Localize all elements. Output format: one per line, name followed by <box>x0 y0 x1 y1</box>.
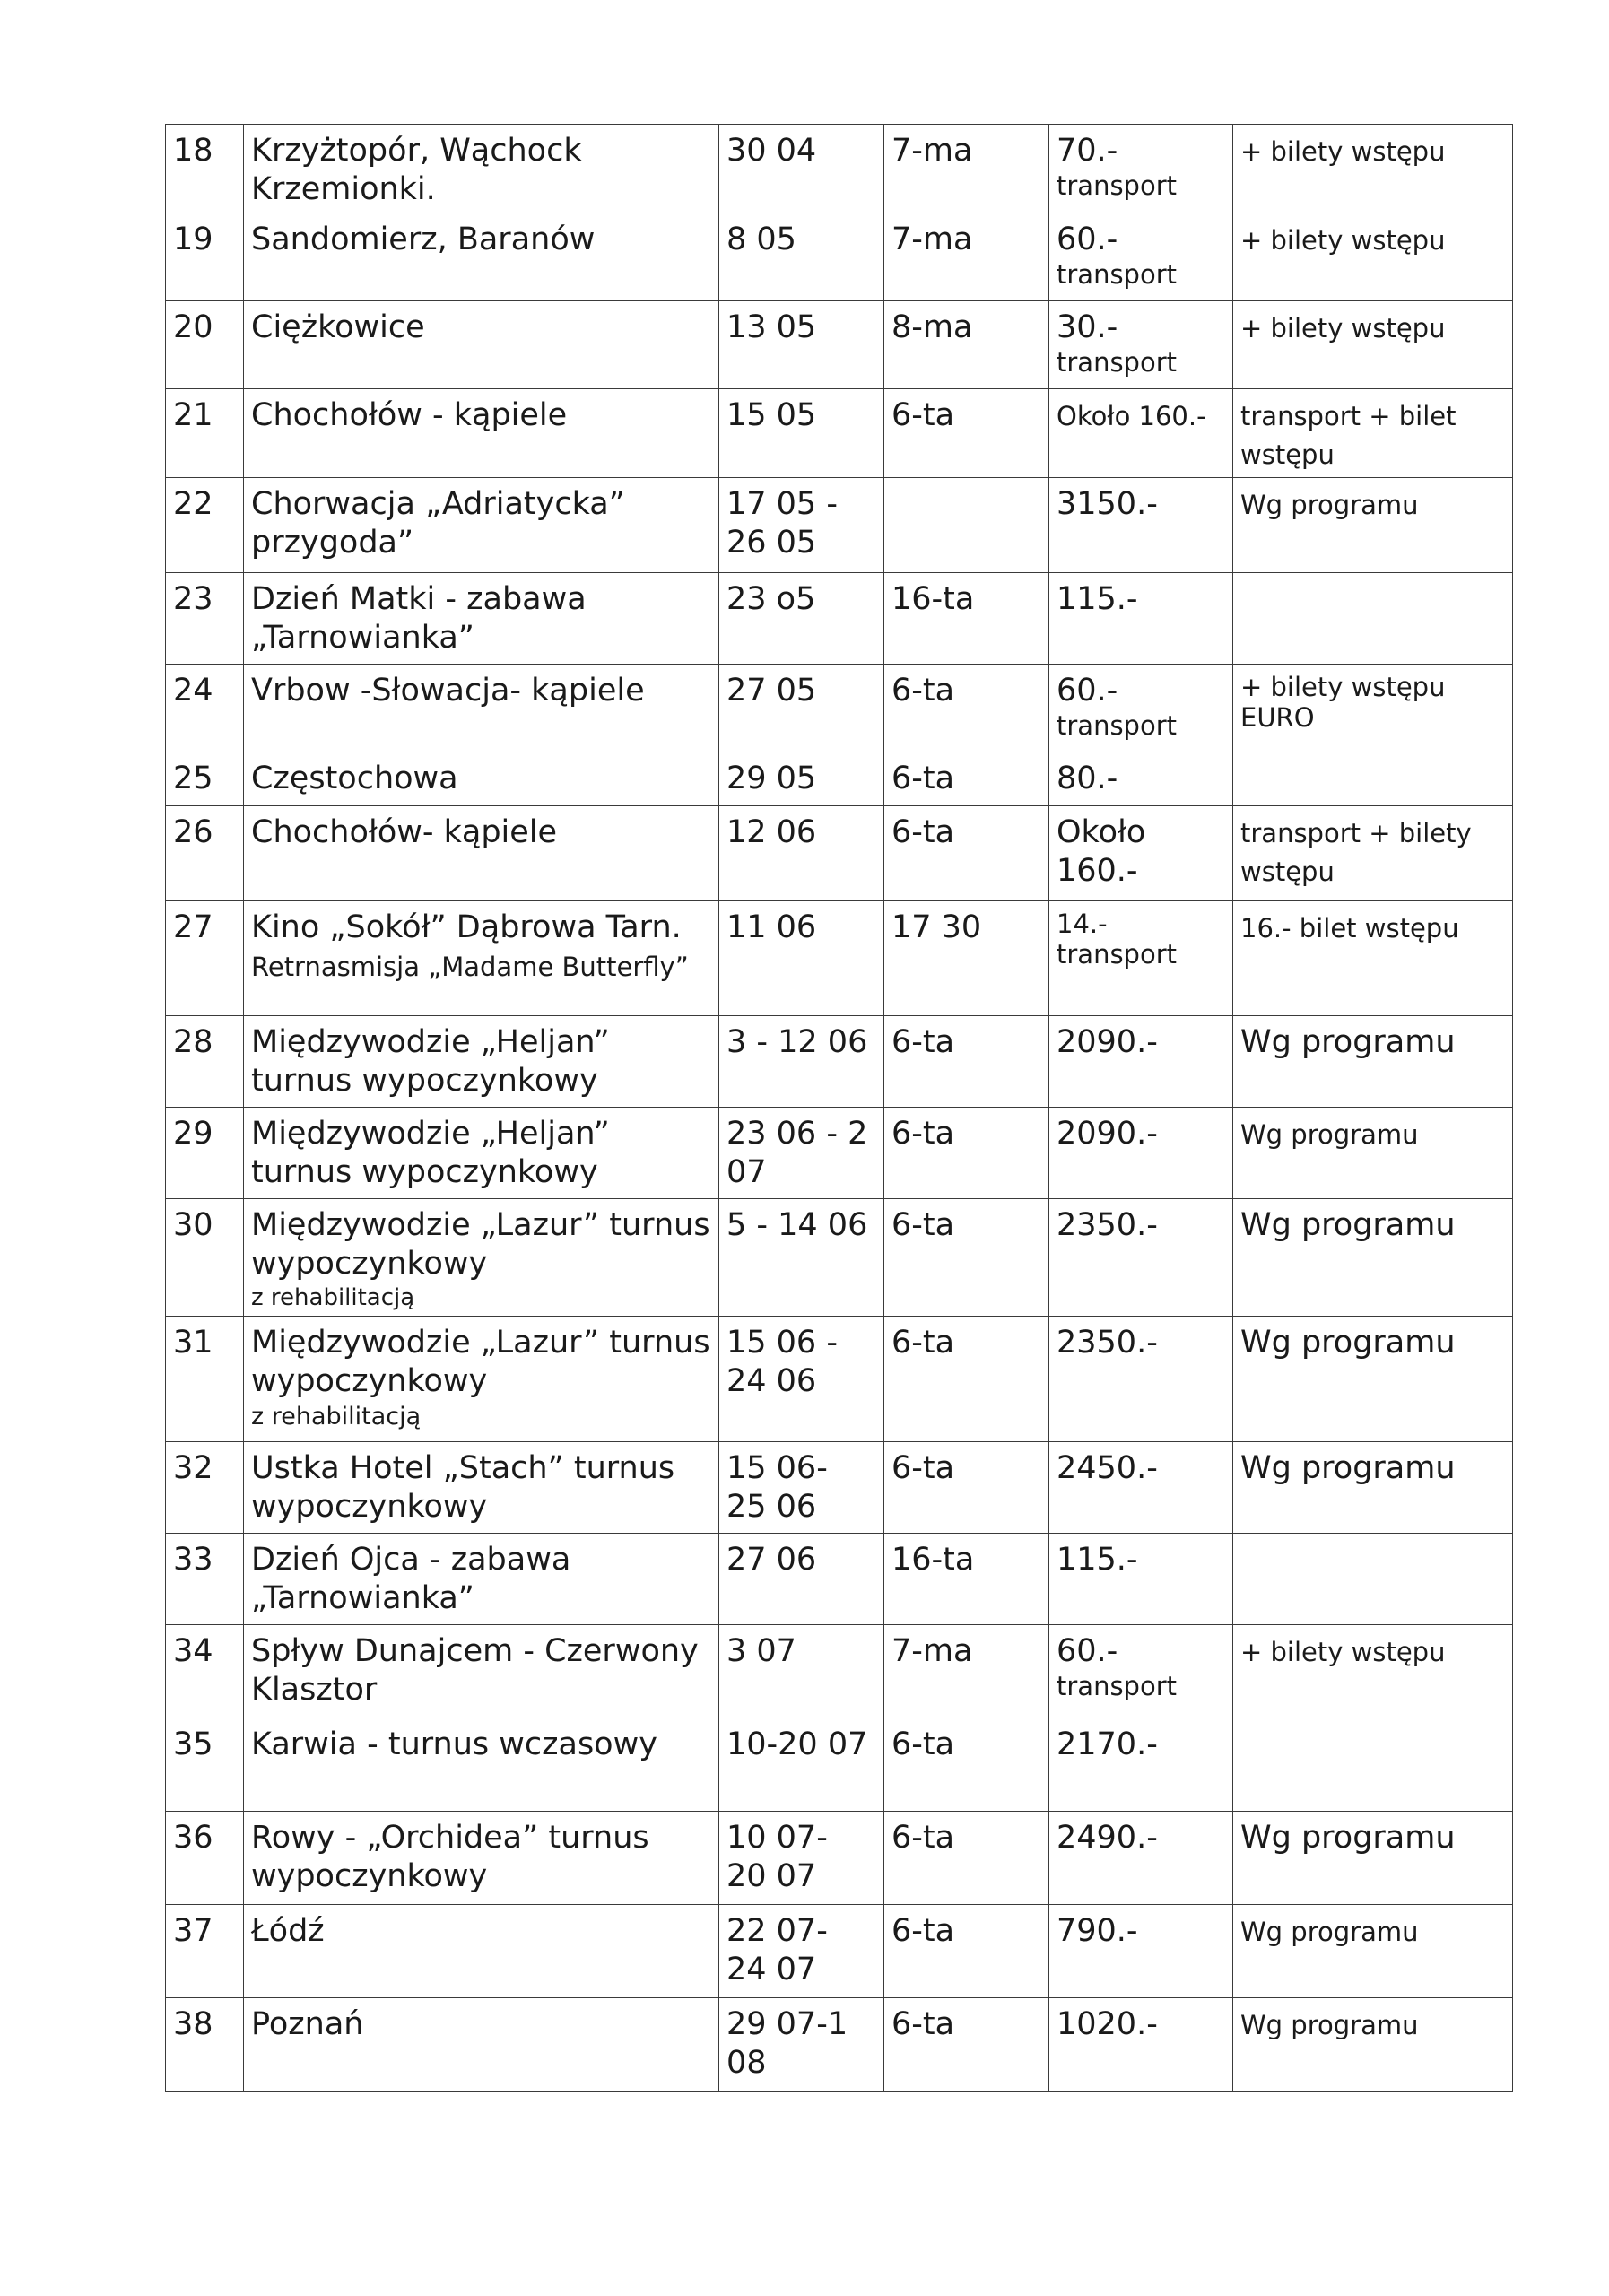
row-number: 24 <box>166 665 244 752</box>
departure-time <box>884 478 1049 573</box>
row-number: 30 <box>166 1199 244 1317</box>
destination-text: Kino „Sokół” Dąbrowa Tarn. <box>251 909 682 945</box>
price: 2490.- <box>1049 1812 1233 1905</box>
date: 17 05 - 26 05 <box>719 478 884 573</box>
price-cell <box>1049 213 1233 301</box>
departure-time: 6-ta <box>884 1998 1049 2092</box>
table-row <box>166 213 1513 301</box>
date: 5 - 14 06 <box>719 1199 884 1317</box>
price-note: transport <box>1057 939 1177 970</box>
date: 22 07- 24 07 <box>719 1905 884 1998</box>
notes <box>1233 301 1513 389</box>
price: 2170.- <box>1049 1718 1233 1812</box>
notes <box>1233 901 1513 1016</box>
notes <box>1233 752 1513 806</box>
table-row <box>166 1442 1513 1534</box>
row-number: 21 <box>166 389 244 478</box>
destination: Ustka Hotel „Stach” turnus wypoczynkowy <box>244 1442 719 1534</box>
price-note: transport <box>1057 170 1177 201</box>
price: 2350.- <box>1049 1317 1233 1442</box>
price <box>1049 389 1233 478</box>
price: 14.- <box>1057 909 1108 939</box>
row-number: 31 <box>166 1317 244 1442</box>
notes-text: + bilety wstępu <box>1240 672 1446 702</box>
row-number: 38 <box>166 1998 244 2092</box>
notes-text: Wg programu <box>1240 1325 1456 1361</box>
notes <box>1233 1905 1513 1998</box>
notes <box>1233 1998 1513 2092</box>
destination: Chorwacja „Adriatycka” przygoda” <box>244 478 719 573</box>
table-row <box>166 1108 1513 1199</box>
notes <box>1233 1812 1513 1905</box>
departure-time: 6-ta <box>884 806 1049 901</box>
table-row <box>166 1998 1513 2092</box>
table-row <box>166 1718 1513 1812</box>
trips-table <box>165 124 1513 2092</box>
row-number: 37 <box>166 1905 244 1998</box>
departure-time: 6-ta <box>884 1317 1049 1442</box>
notes-currency: EURO <box>1240 702 1315 733</box>
date: 10 07- 20 07 <box>719 1812 884 1905</box>
price-text: Około 160.- <box>1057 401 1206 431</box>
destination-text: Międzywodzie „Lazur” turnus wypoczynkowy <box>251 1207 710 1282</box>
notes-text: + bilety wstępu <box>1240 225 1446 256</box>
destination <box>244 1199 719 1317</box>
table-row <box>166 1016 1513 1108</box>
row-number: 32 <box>166 1442 244 1534</box>
notes <box>1233 1317 1513 1442</box>
date: 29 07-1 08 <box>719 1998 884 2092</box>
date: 15 06- 25 06 <box>719 1442 884 1534</box>
row-number: 27 <box>166 901 244 1016</box>
notes-text: transport + bilety wstępu <box>1240 818 1472 887</box>
destination-extra: Retrnasmisja „Madame Butterfly” <box>251 952 689 982</box>
price: 115.- <box>1049 573 1233 665</box>
price: 1020.- <box>1049 1998 1233 2092</box>
price: 60.- <box>1057 222 1118 257</box>
row-number: 28 <box>166 1016 244 1108</box>
price: Około 160.- <box>1049 806 1233 901</box>
date: 13 05 <box>719 301 884 389</box>
departure-time: 6-ta <box>884 1442 1049 1534</box>
destination: Rowy - „Orchidea” turnus wypoczynkowy <box>244 1812 719 1905</box>
table-row <box>166 1905 1513 1998</box>
price: 3150.- <box>1049 478 1233 573</box>
departure-time: 6-ta <box>884 1905 1049 1998</box>
notes <box>1233 125 1513 213</box>
departure-time: 6-ta <box>884 1812 1049 1905</box>
destination: Spływ Dunajcem - Czerwony Klasztor <box>244 1625 719 1718</box>
notes <box>1233 389 1513 478</box>
departure-time: 6-ta <box>884 665 1049 752</box>
table-row <box>166 573 1513 665</box>
date: 27 06 <box>719 1534 884 1625</box>
price: 70.- <box>1057 133 1118 169</box>
departure-time: 6-ta <box>884 389 1049 478</box>
date: 30 04 <box>719 125 884 213</box>
row-number: 26 <box>166 806 244 901</box>
notes-text: Wg programu <box>1240 1917 1419 1947</box>
table-row <box>166 389 1513 478</box>
destination: Vrbow -Słowacja- kąpiele <box>244 665 719 752</box>
price: 60.- <box>1057 673 1118 709</box>
price: 60.- <box>1057 1633 1118 1669</box>
table-row <box>166 301 1513 389</box>
destination: Chochołów- kąpiele <box>244 806 719 901</box>
price-note: transport <box>1057 1671 1177 1701</box>
price-cell <box>1049 901 1233 1016</box>
price-note: transport <box>1057 259 1177 290</box>
row-number: 36 <box>166 1812 244 1905</box>
table-row <box>166 478 1513 573</box>
price: 2090.- <box>1049 1108 1233 1199</box>
notes-text: Wg programu <box>1240 1207 1456 1243</box>
table-row <box>166 665 1513 752</box>
notes-text: + bilety wstępu <box>1240 313 1446 344</box>
notes-text: Wg programu <box>1240 2010 1419 2040</box>
destination: Krzyżtopór, Wąchock Krzemionki. <box>244 125 719 213</box>
price-cell <box>1049 125 1233 213</box>
destination: Poznań <box>244 1998 719 2092</box>
row-number: 29 <box>166 1108 244 1199</box>
price-cell <box>1049 301 1233 389</box>
departure-time: 16-ta <box>884 573 1049 665</box>
notes <box>1233 213 1513 301</box>
destination: Międzywodzie „Heljan” turnus wypoczynkowy <box>244 1108 719 1199</box>
date: 15 06 - 24 06 <box>719 1317 884 1442</box>
departure-time: 6-ta <box>884 752 1049 806</box>
departure-time: 16-ta <box>884 1534 1049 1625</box>
row-number: 23 <box>166 573 244 665</box>
notes-text: + bilety wstępu <box>1240 1637 1446 1667</box>
notes <box>1233 478 1513 573</box>
notes <box>1233 1625 1513 1718</box>
notes <box>1233 665 1513 752</box>
notes-text: Wg programu <box>1240 1450 1456 1486</box>
notes-text: transport + bilet wstępu <box>1240 401 1457 470</box>
departure-time: 6-ta <box>884 1108 1049 1199</box>
price-cell <box>1049 665 1233 752</box>
price: 2090.- <box>1049 1016 1233 1108</box>
date: 3 - 12 06 <box>719 1016 884 1108</box>
price-cell <box>1049 1625 1233 1718</box>
notes <box>1233 1199 1513 1317</box>
price: 2350.- <box>1049 1199 1233 1317</box>
notes <box>1233 806 1513 901</box>
destination-text: Międzywodzie „Lazur” turnus wypoczynkowy <box>251 1325 710 1399</box>
table-row <box>166 1317 1513 1442</box>
price-note: transport <box>1057 347 1177 378</box>
notes <box>1233 1016 1513 1108</box>
departure-time: 6-ta <box>884 1718 1049 1812</box>
notes-text: + bilety wstępu <box>1240 136 1446 167</box>
date: 11 06 <box>719 901 884 1016</box>
price: 790.- <box>1049 1905 1233 1998</box>
destination: Dzień Ojca - zabawa „Tarnowianka” <box>244 1534 719 1625</box>
notes-text: Wg programu <box>1240 1024 1456 1060</box>
table-row <box>166 1199 1513 1317</box>
date: 10-20 07 <box>719 1718 884 1812</box>
row-number: 18 <box>166 125 244 213</box>
row-number: 25 <box>166 752 244 806</box>
price-note: transport <box>1057 710 1177 741</box>
destination: Karwia - turnus wczasowy <box>244 1718 719 1812</box>
date: 27 05 <box>719 665 884 752</box>
departure-time: 6-ta <box>884 1016 1049 1108</box>
destination: Sandomierz, Baranów <box>244 213 719 301</box>
departure-time: 17 30 <box>884 901 1049 1016</box>
destination: Ciężkowice <box>244 301 719 389</box>
date: 15 05 <box>719 389 884 478</box>
date: 8 05 <box>719 213 884 301</box>
row-number: 34 <box>166 1625 244 1718</box>
departure-time: 7-ma <box>884 125 1049 213</box>
table-row <box>166 125 1513 213</box>
row-number: 22 <box>166 478 244 573</box>
date: 3 07 <box>719 1625 884 1718</box>
departure-time: 7-ma <box>884 213 1049 301</box>
row-number: 35 <box>166 1718 244 1812</box>
price: 2450.- <box>1049 1442 1233 1534</box>
departure-time: 7-ma <box>884 1625 1049 1718</box>
notes-text: Wg programu <box>1240 1820 1456 1856</box>
table-row <box>166 901 1513 1016</box>
row-number: 19 <box>166 213 244 301</box>
destination-extra: z rehabilitacją <box>251 1403 422 1431</box>
price: 80.- <box>1049 752 1233 806</box>
notes-text: 16.- bilet wstępu <box>1240 913 1459 944</box>
price: 115.- <box>1049 1534 1233 1625</box>
destination: Łódź <box>244 1905 719 1998</box>
notes-text: Wg programu <box>1240 490 1419 520</box>
date: 23 o5 <box>719 573 884 665</box>
destination <box>244 901 719 1016</box>
destination: Dzień Matki - zabawa „Tarnowianka” <box>244 573 719 665</box>
price: 30.- <box>1057 309 1118 345</box>
destination: Chochołów - kąpiele <box>244 389 719 478</box>
date: 29 05 <box>719 752 884 806</box>
table-row <box>166 1812 1513 1905</box>
notes <box>1233 1534 1513 1625</box>
notes-text: Wg programu <box>1240 1119 1419 1150</box>
table-row <box>166 806 1513 901</box>
date: 12 06 <box>719 806 884 901</box>
destination: Międzywodzie „Heljan” turnus wypoczynkowy <box>244 1016 719 1108</box>
notes <box>1233 1718 1513 1812</box>
date: 23 06 - 2 07 <box>719 1108 884 1199</box>
row-number: 20 <box>166 301 244 389</box>
destination <box>244 1317 719 1442</box>
destination-extra: z rehabilitacją <box>251 1284 415 1311</box>
destination: Częstochowa <box>244 752 719 806</box>
notes <box>1233 1442 1513 1534</box>
table-row <box>166 1625 1513 1718</box>
notes <box>1233 573 1513 665</box>
notes <box>1233 1108 1513 1199</box>
row-number: 33 <box>166 1534 244 1625</box>
departure-time: 6-ta <box>884 1199 1049 1317</box>
table-row <box>166 1534 1513 1625</box>
departure-time: 8-ma <box>884 301 1049 389</box>
table-row <box>166 752 1513 806</box>
